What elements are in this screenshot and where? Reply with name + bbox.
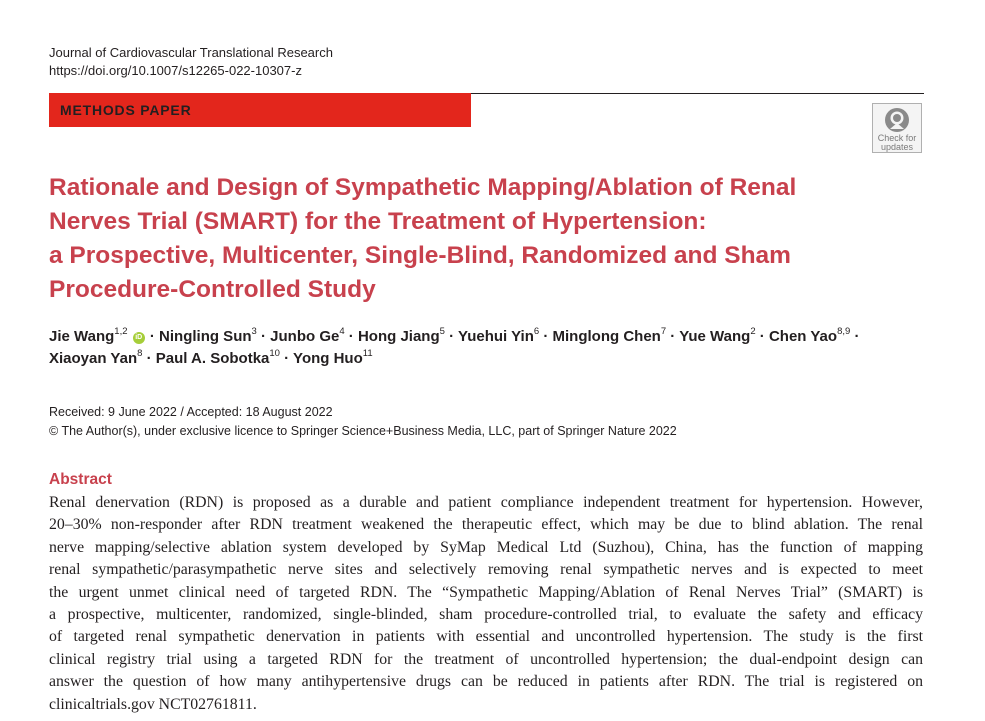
author-list (49, 326, 929, 370)
orcid-icon[interactable]: iD (133, 332, 145, 344)
separator: · (348, 328, 354, 345)
journal-header (49, 44, 333, 80)
abstract-line: renal sympathetic/parasympathetic nerve sites and selectively removing renal sympathetic nerves and is expected to meet (49, 561, 923, 579)
abstract-body (49, 492, 923, 716)
abstract-line: the urgent unmet clinical need of targeted RDN. The “Sympathetic Mapping/Ablation of Renal Nerves Trial” (SMART) is (49, 583, 923, 601)
copyright-notice: © The Author(s), under exclusive licence to Springer Science+Business Media, LLC, part of Springer Nature 2022 (49, 424, 677, 438)
check-for-updates-button[interactable] (872, 103, 922, 153)
abstract-line: answer the question of how many antihypertensive drugs can be reduced in patients after RDN. The trial is registered on (49, 673, 923, 691)
abstract-line: Renal denervation (RDN) is proposed as a durable and patient compliance independent treatment for hypertension. However, (49, 494, 923, 511)
separator: · (449, 328, 455, 345)
separator: · (146, 350, 152, 367)
journal-name: Journal of Cardiovascular Translational Research (49, 45, 333, 60)
separator: · (149, 328, 155, 345)
author-name[interactable]: Yong Huo (293, 350, 363, 367)
author-affiliation: 1,2 (114, 326, 128, 337)
author-name[interactable]: Jie Wang (49, 328, 115, 345)
author-affiliation: 5 (439, 326, 445, 337)
check-updates-line1: Check for (877, 133, 917, 143)
doi-link[interactable]: https://doi.org/10.1007/s12265-022-10307-z (49, 63, 302, 78)
author-affiliation: 2 (750, 326, 756, 337)
publication-dates (49, 403, 677, 441)
title-line: Nerves Trial (SMART) for the Treatment of Hypertension: (49, 208, 707, 235)
author-name[interactable]: Minglong Chen (552, 328, 661, 345)
check-updates-icon (884, 107, 910, 133)
author-affiliation: 10 (269, 348, 280, 359)
author-name[interactable]: Hong Jiang (357, 328, 440, 345)
abstract-line: nerve mapping/selective ablation system developed by SyMap Medical Ltd (Suzhou), China, has the function of mapping (49, 538, 923, 556)
author-affiliation: 4 (339, 326, 345, 337)
header-rule (471, 93, 924, 94)
author-name[interactable]: Paul A. Sobotka (155, 350, 270, 367)
abstract-line: 20–30% non-responder after RDN treatment weakened the therapeutic effect, which may be due to blind ablation. The renal (49, 516, 923, 534)
author-name[interactable]: Xiaoyan Yan (49, 350, 138, 367)
author-name[interactable]: Junbo Ge (270, 328, 340, 345)
separator: · (284, 350, 290, 367)
received-accepted: Received: 9 June 2022 / Accepted: 18 August 2022 (49, 405, 333, 419)
author-affiliation: 8 (137, 348, 143, 359)
author-name[interactable]: Chen Yao (768, 328, 838, 345)
author-line-1 (49, 326, 929, 348)
author-line-2 (49, 348, 929, 370)
abstract-heading: Abstract (49, 471, 112, 488)
abstract-line: clinicaltrials.gov NCT02761811. (49, 695, 257, 713)
author-name[interactable]: Ningling Sun (159, 328, 252, 345)
title-line: Rationale and Design of Sympathetic Mapping/Ablation of Renal (49, 174, 797, 201)
article-type-banner: METHODS PAPER (49, 93, 471, 127)
separator: · (543, 328, 549, 345)
author-affiliation: 11 (362, 348, 373, 359)
author-affiliation: 7 (660, 326, 667, 337)
title-line: a Prospective, Multicenter, Single-Blind, Randomized and Sham (49, 242, 791, 269)
author-name[interactable]: Yue Wang (679, 328, 751, 345)
author-affiliation: 6 (533, 326, 540, 337)
author-affiliation: 3 (251, 326, 257, 337)
author-name[interactable]: Yuehui Yin (458, 328, 534, 345)
separator: · (854, 328, 860, 345)
article-title (49, 171, 809, 307)
check-updates-line2: updates (880, 142, 914, 152)
abstract-line: a prospective, multicenter, randomized, single-blinded, sham procedure-controlled trial, to evaluate the safety and efficacy (49, 606, 923, 624)
author-affiliation: 8,9 (837, 326, 851, 337)
separator: · (759, 328, 765, 345)
abstract-line: of targeted renal sympathetic denervation in patients with essential and uncontrolled hypertension. The study is the first (49, 628, 923, 646)
title-line: Procedure-Controlled Study (49, 276, 376, 303)
separator: · (260, 328, 266, 345)
separator: · (670, 328, 676, 345)
abstract-line: clinical registry trial using a targeted RDN for the treatment of uncontrolled hypertension; the dual-endpoint design can (49, 650, 923, 668)
